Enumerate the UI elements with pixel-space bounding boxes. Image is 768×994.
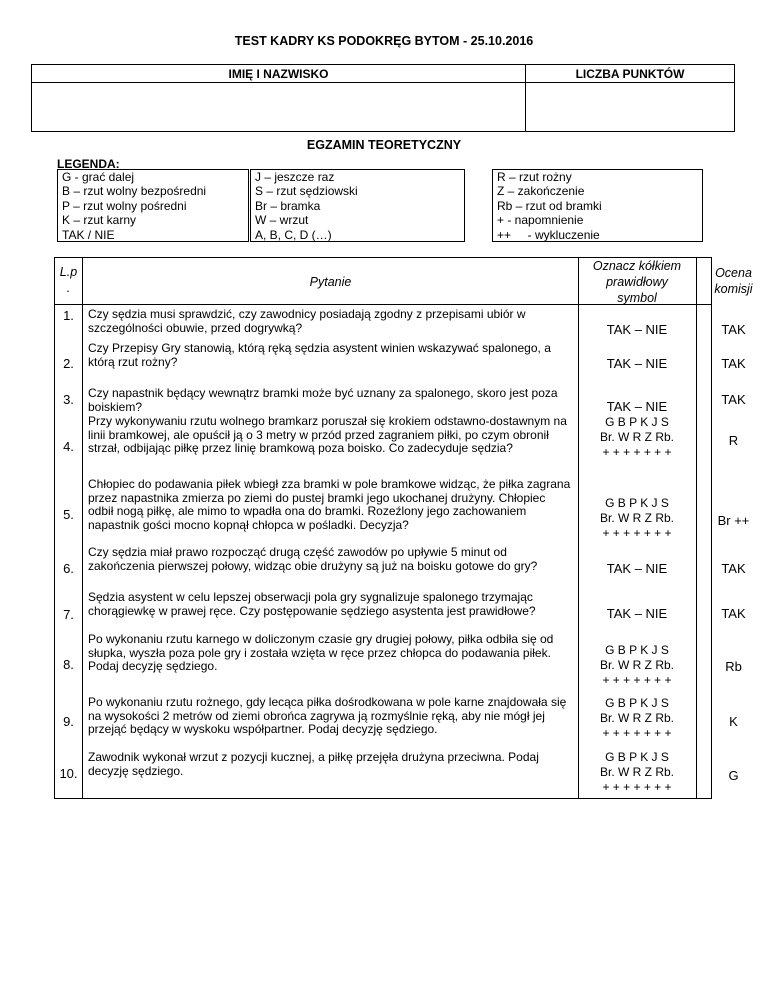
- symbols-line-1: G B P K J S: [605, 643, 669, 657]
- symbols-line-1: G B P K J S: [605, 415, 669, 429]
- questions-table: [54, 257, 753, 799]
- legend-item: R – rzut rożny: [497, 170, 572, 184]
- row-score: TAK: [721, 561, 746, 576]
- symbols-line-3: + + + + + + +: [602, 445, 672, 459]
- header-question: Pytanie: [309, 275, 352, 289]
- row-score: TAK: [721, 322, 746, 337]
- row-question: Czy napastnik będący wewnątrz bramki może być uznany za spalonego, skoro jest poza boiskiem?: [88, 386, 558, 414]
- legend-item: J – jeszcze raz: [255, 170, 335, 184]
- row-number: 7.: [63, 607, 74, 622]
- legend-item: ++ - wykluczenie: [497, 227, 600, 242]
- legend-item: G - grać dalej: [62, 170, 135, 184]
- row-score: Br ++: [717, 513, 750, 528]
- symbols-line-1: G B P K J S: [605, 696, 669, 710]
- symbols-line-2: Br. W R Z Rb.: [599, 511, 674, 525]
- header-lp-dot: .: [66, 281, 71, 295]
- symbols-line-1: G B P K J S: [605, 750, 669, 764]
- symbols-line-1: G B P K J S: [605, 496, 669, 510]
- row-answer: TAK – NIE: [606, 606, 668, 621]
- legend-item: TAK / NIE: [62, 227, 115, 242]
- name-points-box: [31, 64, 735, 132]
- row-answer: TAK – NIE: [606, 356, 668, 371]
- row-number: 6.: [63, 561, 74, 576]
- name-label: IMIĘ I NAZWISKO: [228, 67, 329, 81]
- row-answer: TAK – NIE: [606, 322, 668, 337]
- row-symbols: [578, 496, 696, 541]
- legend-item: Rb – rzut od bramki: [497, 198, 602, 213]
- row-score: R: [728, 433, 739, 448]
- row-score: G: [728, 768, 739, 783]
- row-question: Czy sędzia miał prawo rozpocząć drugą część zawodów po upływie 5 minut od zakończenia pierwszej połowy, widząc obie drużyny są już na boisku gotowe do gry?: [88, 545, 538, 573]
- symbols-line-3: + + + + + + +: [602, 673, 672, 687]
- row-symbols: [578, 643, 696, 688]
- legend-col-3: [492, 169, 703, 242]
- row-question: Chłopiec do podawania piłek wbiegł zza bramki w pole bramkowe widząc, że piłka zagrana przez napastnika zmierza po ziemi do pustej bramki jego ukochanej drużyny. Chłopiec odbił nogą piłkę, ale mimo to wpadła ona do bramki. Rozeźlony jego zachowaniem napastnik gości mocno kopnął chłopca w pośladki. Decyzja?: [88, 477, 571, 532]
- exam-title: EGZAMIN TEORETYCZNY: [306, 138, 462, 152]
- row-score: TAK: [721, 606, 746, 621]
- symbols-line-3: + + + + + + +: [602, 726, 672, 740]
- points-label: LICZBA PUNKTÓW: [575, 67, 685, 81]
- row-question: Po wykonaniu rzutu karnego w doliczonym czasie gry drugiej połowy, piłka odbiła się od słupka, wyszła poza pole gry i została wzięta w ręce przez chłopca do podawania piłek. Podaj decyzję sędziego.: [88, 632, 554, 674]
- row-question: Sędzia asystent w celu lepszej obserwacji pola gry sygnalizuje spalonego trzymając chorągiewkę w prawej ręce. Czy postępowanie sędziego asystenta jest prawidłowe?: [88, 590, 536, 618]
- row-number: 1.: [63, 308, 74, 323]
- row-number: 9.: [63, 714, 74, 729]
- row-symbols: [578, 696, 696, 741]
- legend-col-2: [250, 169, 465, 242]
- row-number: 10.: [59, 766, 78, 781]
- symbols-line-2: Br. W R Z Rb.: [599, 711, 674, 725]
- row-score: TAK: [721, 392, 746, 407]
- row-question: Czy sędzia musi sprawdzić, czy zawodnicy posiadają zgodny z przepisami ubiór w szczególności obuwie, przed dogrywką?: [88, 307, 526, 335]
- legend-item: B – rzut wolny bezpośredni: [62, 184, 207, 199]
- row-question: Czy Przepisy Gry stanowią, którą ręką sędzia asystent winien wskazywać spalonego, a którą rzut rożny?: [88, 341, 551, 369]
- legend-item: W – wrzut: [255, 213, 309, 228]
- symbols-line-2: Br. W R Z Rb.: [599, 430, 674, 444]
- legend-item: K – rzut karny: [62, 213, 137, 228]
- row-score: TAK: [721, 356, 746, 371]
- symbols-line-2: Br. W R Z Rb.: [599, 765, 674, 779]
- row-number: 5.: [63, 507, 74, 522]
- row-answer: TAK – NIE: [606, 561, 668, 576]
- symbols-line-3: + + + + + + +: [602, 526, 672, 540]
- symbols-line-3: + + + + + + +: [602, 780, 672, 794]
- legend-item: + - napomnienie: [497, 213, 584, 228]
- legend-item: Br – bramka: [255, 198, 321, 213]
- row-score: Rb: [725, 659, 742, 674]
- legend-title: LEGENDA:: [57, 157, 120, 171]
- header-score: Ocena komisji: [714, 266, 753, 296]
- row-question: Przy wykonywaniu rzutu wolnego bramkarz poruszał się krokiem odstawno-dostawnym na linii bramkowej, ale opuścił ją o 3 metry w przód przed zagraniem piłki, po czym obronił strzał, odbijając piłkę przez linię bramkową poza boisko. Co zadecyduje sędzia?: [88, 414, 567, 456]
- document-title: TEST KADRY KS PODOKRĘG BYTOM - 25.10.2016: [234, 34, 534, 48]
- row-number: 8.: [63, 657, 74, 672]
- legend-item: Z – zakończenie: [497, 184, 585, 199]
- legend-item: A, B, C, D (…): [255, 227, 332, 242]
- row-symbols: [578, 415, 696, 460]
- symbols-line-2: Br. W R Z Rb.: [599, 658, 674, 672]
- header-mark: Oznacz kółkiem prawidłowy symbol: [592, 259, 682, 305]
- row-score: K: [729, 714, 738, 729]
- row-answer: TAK – NIE: [606, 399, 668, 414]
- header-lp-text: L.p: [59, 265, 78, 279]
- legend-item: S – rzut sędziowski: [255, 184, 358, 199]
- row-symbols: [578, 750, 696, 795]
- header-lp: [55, 264, 82, 296]
- row-number: 3.: [63, 392, 74, 407]
- row-question: Po wykonaniu rzutu rożnego, gdy lecąca piłka dośrodkowana w pole karne znajdowała się na wysokości 2 metrów od ziemi obrońca zagrywa ją rozmyślnie ręką, aby nie mógł jej przejąć będący w wyskoku współpartner. Podaj decyzję sędziego.: [88, 695, 567, 737]
- legend-col-1: [57, 169, 249, 242]
- row-number: 4.: [63, 439, 74, 454]
- row-number: 2.: [63, 356, 74, 371]
- row-question: Zawodnik wykonał wrzut z pozycji kucznej, a piłkę przejęła drużyna przeciwna. Podaj decyzję sędziego.: [88, 750, 539, 778]
- legend-item: P – rzut wolny pośredni: [62, 198, 187, 213]
